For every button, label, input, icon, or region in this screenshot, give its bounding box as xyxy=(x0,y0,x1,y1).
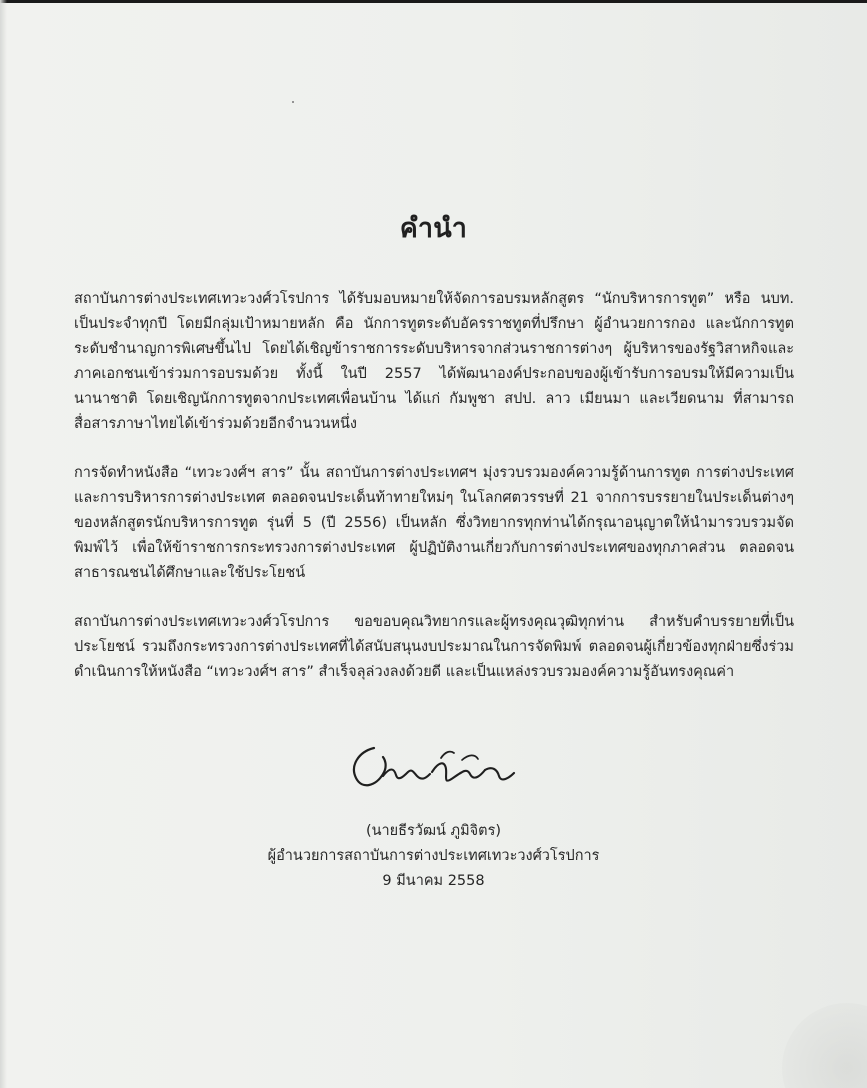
foreword-paragraph-3: สถาบันการต่างประเทศเทวะวงศ์วโรปการ ขอขอบคุณวิทยากรและผู้ทรงคุณวุฒิทุกท่าน สำหรับคำบรรยายที่เป็นประโยชน์ รวมถึงกระทรวงการต่างประเทศที่ได้สนับสนุนงบประมาณในการจัดพิมพ์ ตลอดจนผู้เกี่ยวข้องทุกฝ่ายซึ่งร่วมดำเนินการให้หนังสือ “เทวะวงศ์ฯ สาร” สำเร็จลุล่วงลงด้วยดี และเป็นแหล่งรวบรวมองค์ความรู้อันทรงคุณค่า xyxy=(74,614,794,680)
signatory-position: ผู้อำนวยการสถาบันการต่างประเทศเทวะวงศ์วโรปการ xyxy=(267,848,600,864)
signatory-name: (นายธีรวัฒน์ ภูมิจิตร) xyxy=(365,823,502,839)
foreword-paragraph-2: การจัดทำหนังสือ “เทวะวงศ์ฯ สาร” นั้น สถาบันการต่างประเทศฯ มุ่งรวบรวมองค์ความรู้ด้านการทูต การต่างประเทศและการบริหารการต่างประเทศ ตลอดจนประเด็นท้าทายใหม่ๆ ในโลกศตวรรษที่ 21 จากการบรรยายในประเด็นต่างๆ ของหลักสูตรนักบริหารการทูต รุ่นที่ 5 (ปี 2556) เป็นหลัก ซึ่งวิทยากรทุกท่านได้กรุณาอนุญาตให้นำมารวบรวมจัดพิมพ์ไว้ เพื่อให้ข้าราชการกระทรวงการต่างประเทศ ผู้ปฏิบัติงานเกี่ยวกับการต่างประเทศของทุกภาคส่วน ตลอดจนสาธารณชนได้ศึกษาและใช้ประโยชน์ xyxy=(74,465,794,581)
page-title: คำนำ xyxy=(399,213,468,244)
page-top-edge xyxy=(0,0,867,3)
signature-date: 9 มีนาคม 2558 xyxy=(382,873,485,889)
page-corner-shadow xyxy=(782,1003,867,1088)
page-binding-shadow xyxy=(0,0,7,1088)
foreword-paragraph-1: สถาบันการต่างประเทศเทวะวงศ์วโรปการ ได้รับมอบหมายให้จัดการอบรมหลักสูตร “นักบริหารการทูต” หรือ นบท. เป็นประจำทุกปี โดยมีกลุ่มเป้าหมายหลัก คือ นักการทูตระดับอัครราชทูตที่ปรึกษา ผู้อำนวยการกอง และนักการทูตระดับชำนาญการพิเศษขึ้นไป โดยได้เชิญข้าราชการระดับบริหารจากส่วนราชการต่างๆ ผู้บริหารของรัฐวิสาหกิจและภาคเอกชนเข้าร่วมการอบรมด้วย ทั้งนี้ ในปี 2557 ได้พัฒนาองค์ประกอบของผู้เข้ารับการอบรมให้มีความเป็นนานาชาติ โดยเชิญนักการทูตจากประเทศเพื่อนบ้าน ได้แก่ กัมพูชา สปป. ลาว เมียนมา และเวียดนาม ที่สามารถสื่อสารภาษาไทยได้เข้าร่วมด้วยอีกจำนวนหนึ่ง xyxy=(74,291,794,432)
paper-speck xyxy=(292,101,294,103)
handwritten-signature-icon xyxy=(340,730,530,802)
